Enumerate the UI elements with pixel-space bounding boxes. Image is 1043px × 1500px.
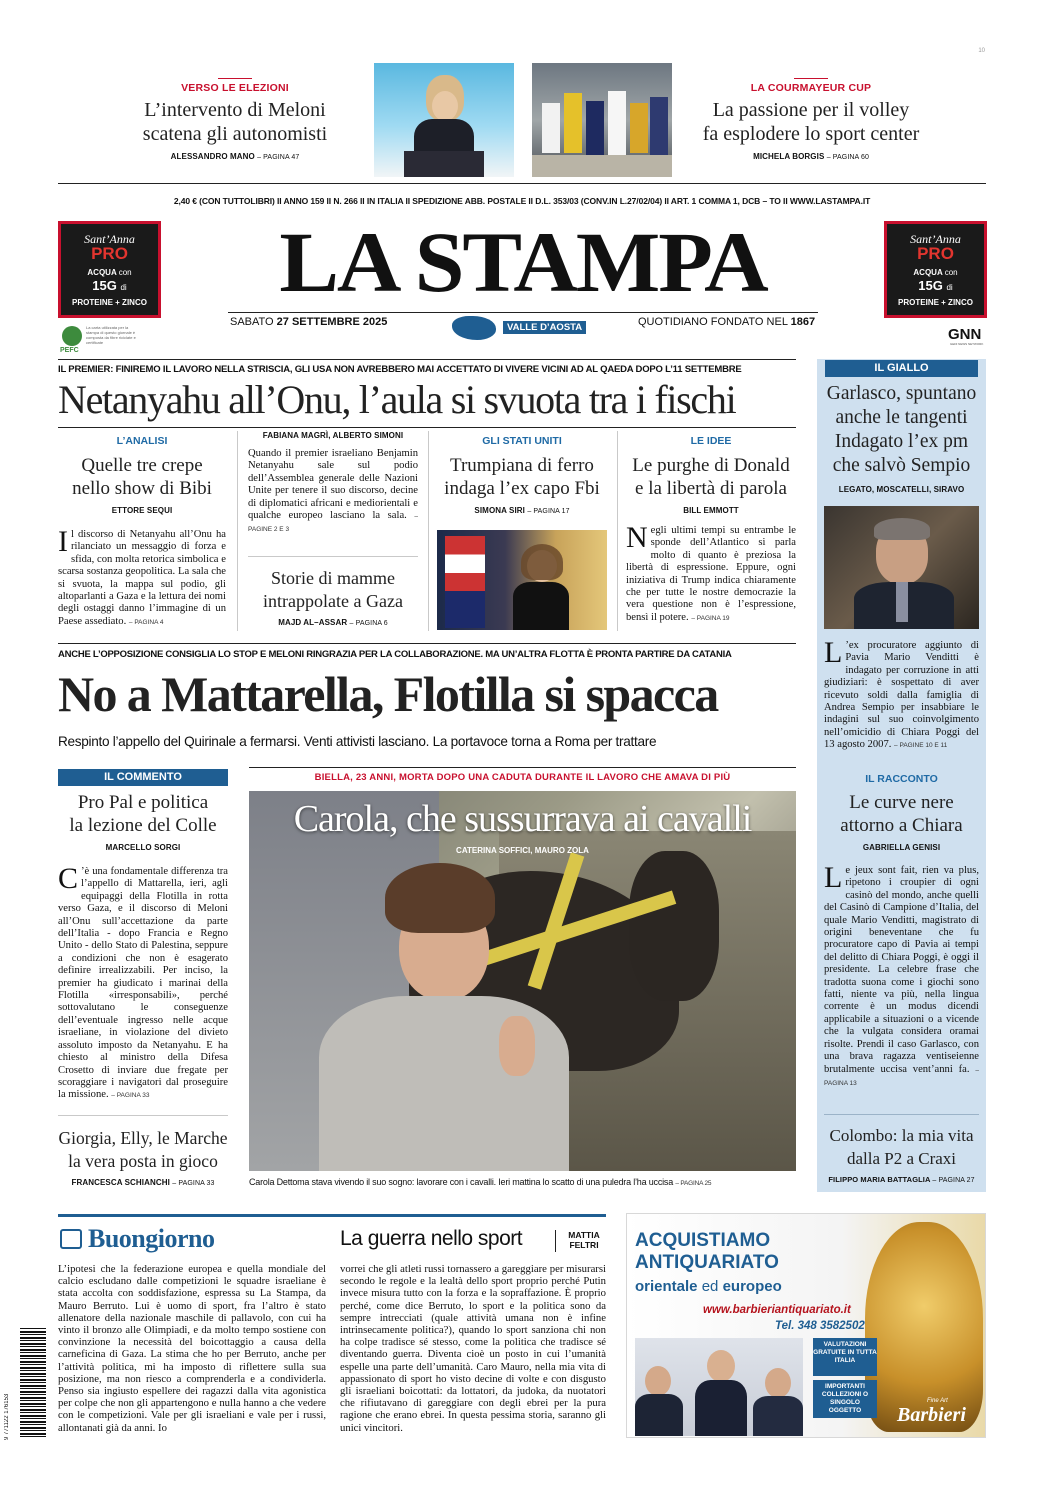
- buongiorno-author-2: FELTRI: [569, 1240, 599, 1250]
- teaser-left[interactable]: [110, 78, 360, 161]
- mamme-title-1: Storie di mamme: [271, 568, 395, 588]
- ad-left-pro: PRO: [91, 244, 128, 263]
- usa-author: SIMONA SIRI: [474, 506, 526, 515]
- fbi-photo: [437, 530, 607, 630]
- usa-title-1: Trumpiana di ferro: [450, 455, 594, 476]
- ad-right-di: di: [946, 283, 953, 292]
- netanyahu-authors: FABIANA MAGRÌ, ALBERTO SIMONI: [262, 431, 404, 440]
- ad-line3a: orientale: [635, 1278, 698, 1295]
- idee-page: – PAGINA 19: [691, 614, 730, 622]
- marche-title-2: la vera posta in gioco: [68, 1151, 218, 1171]
- analisi-author: ETTORE SEQUI: [111, 506, 173, 515]
- ad-left-di: di: [120, 283, 127, 292]
- usa-article[interactable]: [437, 435, 607, 515]
- idee-body: egli ultimi tempi su entrambe le sponde dell’Atlantico si parla molto di quanto è preziosa la libertà di espressione. Eppure, ogni iniziativa di Trump indica chiaramente che per tutte le nostre democrazie la vera questione non è l’espressione, bensì il potere.: [626, 525, 796, 623]
- commento-dropcap: C: [58, 862, 79, 895]
- giallo-title-1: Garlasco, spuntano: [826, 383, 977, 404]
- commento-tag: IL COMMENTO: [58, 769, 228, 786]
- founded: [638, 316, 815, 328]
- ad-line3c: europeo: [722, 1278, 782, 1295]
- analisi-body: l discorso di Netanyahu all’Onu ha rilanciato un messaggio di forza e sfida, con molta retorica simbolica e scarsa sostanza geopolitica. La sala che si svuota, la mappa sul podio, gli altoparlanti a Gaza e la lettura dei nomi degli ostaggi danno l’immagine di un Paese assediato.: [58, 529, 226, 627]
- commento-article[interactable]: [58, 791, 228, 1103]
- mamme-gaza-article[interactable]: [248, 567, 418, 627]
- analisi-article[interactable]: [58, 435, 226, 629]
- teaser-right[interactable]: [682, 78, 940, 161]
- ad-box-valutazioni: VALUTAZIONI GRATUITE IN TUTTA ITALIA: [813, 1338, 877, 1376]
- ad-left-g: 15G: [92, 278, 117, 293]
- giallo-body: ’ex procuratore aggiunto di Pavia Mario Venditti è indagato per corruzione in atti giudiziari: è sospettato di aver ricevuto soldi dalla famiglia di Andrea Sempio per insabbiare le indagini sul suo coinvolgimento nell’omicidio di Chiara Poggi del 13 agosto 2007.: [824, 640, 979, 751]
- marche-page: – PAGINA 33: [172, 1180, 215, 1187]
- lead1-kicker: IL PREMIER: FINIREMO IL LAVORO NELLA STRISCIA, GLI USA NON AVREBBERO MAI ACCETTATO DI VIVERE VICINI AD AL QAEDA DOPO L’11 SETTEMBRE: [58, 364, 742, 375]
- ad-line3b: ed: [701, 1278, 719, 1295]
- giallo-text: [824, 636, 979, 753]
- pefc-icon: [62, 326, 82, 346]
- date-prefix: SABATO: [230, 316, 274, 328]
- teaser-left-kicker: VERSO LE ELEZIONI: [181, 82, 289, 94]
- ad-signature: Barbieri: [897, 1404, 966, 1426]
- ad-right-line3: PROTEINE + ZINCO: [898, 298, 973, 307]
- ad-people-photo: [635, 1338, 803, 1436]
- valle-aosta-map-icon: [452, 316, 496, 340]
- ad-left-line3: PROTEINE + ZINCO: [72, 298, 147, 307]
- gnn-logo: GNN: [948, 326, 982, 343]
- marche-title-1: Giorgia, Elly, le Marche: [58, 1128, 228, 1148]
- ad-box-collezioni: IMPORTANTI COLLEZIONI O SINGOLO OGGETTO: [813, 1380, 877, 1418]
- ad-right-g: 15G: [918, 278, 943, 293]
- ad-line1: ACQUISTIAMO: [635, 1230, 771, 1251]
- carola-headline[interactable]: Carola, che sussurrava ai cavalli: [293, 798, 752, 840]
- lead1-headline[interactable]: Netanyahu all’Onu, l’aula si svuota tra i fischi: [58, 377, 736, 422]
- ad-santanna-right[interactable]: [884, 221, 987, 318]
- racconto-title-2: attorno a Chiara: [840, 815, 963, 836]
- founded-year: 1867: [790, 316, 816, 328]
- usa-title-2: indaga l’ex capo Fbi: [444, 478, 600, 499]
- commento-author: MARCELLO SORGI: [105, 843, 181, 852]
- masthead-title[interactable]: LA STAMPA: [279, 214, 767, 310]
- idee-article[interactable]: [626, 435, 796, 625]
- ad-right-con: con: [944, 268, 958, 277]
- buddha-image: [865, 1222, 983, 1432]
- colombo-title-1: Colombo: la mia vita: [829, 1126, 974, 1145]
- page-number: 10: [978, 48, 985, 54]
- colombo-title-2: dalla P2 a Craxi: [846, 1149, 957, 1168]
- ad-right-line1: ACQUA: [913, 268, 943, 277]
- usa-page: – PAGINA 17: [527, 508, 570, 515]
- teaser-right-title-1: La passione per il volley: [712, 99, 910, 121]
- teaser-right-author: MICHELA BORGIS: [753, 152, 825, 161]
- commento-title-2: la lezione del Colle: [69, 815, 217, 836]
- colombo-article[interactable]: [817, 1124, 986, 1184]
- carola-page: – PAGINA 25: [675, 1180, 712, 1187]
- colombo-page: – PAGINA 27: [932, 1177, 975, 1184]
- racconto-dropcap: L: [824, 861, 843, 894]
- idee-kicker: LE IDEE: [690, 435, 732, 447]
- mamme-author: MAJD AL–ASSAR: [278, 618, 348, 627]
- ad-left-line1: ACQUA: [87, 268, 117, 277]
- analisi-title-1: Quelle tre crepe: [81, 455, 203, 476]
- ad-left-brand: Sant’Anna: [84, 232, 135, 246]
- racconto-article[interactable]: [821, 791, 982, 1090]
- ad-url[interactable]: www.barbieriantiquariato.it: [703, 1304, 851, 1316]
- teaser-left-title-2: scatena gli autonomisti: [142, 123, 328, 145]
- giallo-dropcap: L: [824, 636, 843, 669]
- ad-left-con: con: [118, 268, 132, 277]
- teaser-right-title-2: fa esplodere lo sport center: [702, 123, 920, 145]
- carola-caption-text: Carola Dettoma stava vivendo il suo sogno: lavorare con i cavalli. Ieri mattina lo scatto di una puledra l’ha uccisa: [249, 1177, 674, 1187]
- racconto-body: e jeux sont fait, rien va plus, ripetono i croupier di ogni casinò del mondo, anche quelli del Casinò di Campione d’Italia, del quale Mario Venditti, magistrato di origini beneventane che fu procuratore capo di Pavia ai tempi del delitto di Chiara Poggi, è oggi il presidente. La celebre frase che tradotta suona come i giochi sono fatti, niente va più, nella lingua corrente è un modus dicendi applicabile a situazioni o a vicende che la vulgata considera oramai risolte. Prendi il caso Garlasco, con una brava ragazza ventiseienne brutalmente uccisa vent’anni fa.: [824, 865, 979, 1075]
- racconto-author: GABRIELLA GENISI: [862, 843, 941, 852]
- analisi-dropcap: I: [58, 525, 68, 558]
- racconto-tag: IL RACCONTO: [865, 773, 938, 785]
- analisi-page: – PAGINA 4: [128, 618, 164, 626]
- buongiorno-title[interactable]: La guerra nello sport: [340, 1227, 523, 1250]
- gnn-subtitle: GEDI NEWS NETWORK: [950, 342, 984, 346]
- analisi-kicker: L’ANALISI: [116, 435, 168, 447]
- buongiorno-col2: vorrei che gli atleti russi tornassero a gareggiare per misurarsi secondo le regole e la lealtà dello sport proprio perché Putin invece misura tutto con la forza e la sopraffazione. È proprio perché, come dice Berruto, lo sport e la politica sono da sempre intrecciati (quale attività umana non è infine intrinsecamente politica?), quando lo sport sanziona chi non ha colpe tradisce sé stesso, come la politica che tradisce sé diventando guerra. Diventa cioè un posto in cui l’umanità espelle una parte dell’umanità. Caro Mauro, nella mia vita di appassionato di sport ho visto decine di volte e con disgusto gli israeliani boicottati: da lottatori, da judoka, da nuotatori che rifiutavano di gareggiare con degli ebrei per la pura ragione che erano ebrei. In questa pessima storia, saranno gli unici vincitori.: [340, 1263, 606, 1434]
- ad-santanna-left[interactable]: [58, 221, 161, 318]
- netanyahu-article[interactable]: [248, 431, 418, 537]
- commento-page: – PAGINA 33: [111, 1092, 150, 1100]
- usa-kicker: GLI STATI UNITI: [482, 435, 562, 447]
- carola-kicker: BIELLA, 23 ANNI, MORTA DOPO UNA CADUTA DURANTE IL LAVORO CHE AMAVA DI PIÙ: [314, 772, 731, 783]
- carola-caption: [249, 1177, 809, 1187]
- antiquariato-ad[interactable]: [626, 1213, 986, 1438]
- idee-title-2: e la libertà di parola: [635, 478, 787, 499]
- teaser-right-kicker: LA COURMAYEUR CUP: [750, 82, 872, 94]
- lead2-headline[interactable]: No a Mattarella, Flotilla si spacca: [58, 666, 718, 722]
- marche-author: FRANCESCA SCHIANCHI: [71, 1178, 170, 1187]
- mamme-page: – PAGINA 6: [349, 620, 388, 627]
- ad-right-brand: Sant’Anna: [910, 232, 961, 246]
- masthead-date: [230, 316, 387, 328]
- giallo-title-3: Indagato l’ex pm: [834, 431, 969, 452]
- commento-body: ’è una fondamentale differenza tra l’appello di Mattarella, ieri, agli equipaggi della Flotilla in rotta verso Gaza, e il discorso di Meloni all’Onu sull’accettazione da parte dell’Italia - dopo Francia e Regno Unito - dello Stato di Palestina, seppure a condizioni che non è esagerato definire irrealizzabili. Per inciso, la premier ha giudicato i marinai della Flotilla «irresponsabili», perché sottovalutano le conseguenze dell’eventuale ingresso nelle acque israeliane, in violazione del divieto assoluto imposto da Netanyahu. E ha chiesto al ministro della Difesa Crosetto di inviare due fregate per scoraggiare i navigatori dal proseguire la missione.: [58, 866, 228, 1101]
- ad-signature-small: Fine Art: [927, 1398, 948, 1404]
- carola-authors: CATERINA SOFFICI, MAURO ZOLA: [456, 846, 589, 855]
- pefc-label: PEFC: [60, 347, 79, 354]
- racconto-title-1: Le curve nere: [849, 792, 954, 813]
- volley-photo: [532, 63, 672, 177]
- barcode: [20, 1328, 46, 1438]
- idee-title-1: Le purghe di Donald: [632, 455, 790, 476]
- giallo-article[interactable]: [821, 382, 982, 494]
- lead2-subhead: Respinto l’appello del Quirinale a fermarsi. Venti attivisti lasciano. La portavoce torna a Roma per trattare: [58, 734, 657, 749]
- date-value: 27 SETTEMBRE 2025: [276, 316, 388, 328]
- mamme-title-2: intrappolate a Gaza: [263, 591, 403, 611]
- commento-title-1: Pro Pal e politica: [77, 792, 209, 813]
- teaser-right-page: – PAGINA 60: [826, 154, 869, 161]
- buongiorno-icon: [60, 1229, 82, 1249]
- ad-line2: ANTIQUARIATO: [635, 1252, 779, 1273]
- netanyahu-body: Quando il premier israeliano Benjamin Netanyahu sale sul podio dell’Assemblea generale delle Nazioni Unite per tenere il suo discorso, decine di diplomatici africani e mediorientali e qualche europeo lasciano la sala.: [248, 448, 418, 522]
- idee-author: BILL EMMOTT: [683, 506, 739, 515]
- buongiorno-author-1: MATTIA: [568, 1230, 600, 1240]
- giallo-authors: LEGATO, MOSCATELLI, SIRAVO: [838, 485, 965, 494]
- lead2-kicker: ANCHE L’OPPOSIZIONE CONSIGLIA LO STOP E MELONI RINGRAZIA PER LA COLLABORAZIONE. MA UN’ALTRA FLOTTA È PRONTA PARTIRE DA CATANIA: [58, 649, 732, 660]
- racconto-page: – PAGINA 13: [824, 1066, 979, 1087]
- teaser-left-page: – PAGINA 47: [257, 154, 300, 161]
- pefc-note: La carta utilizzata per la stampa di questo giornale è composta da fibre riciclate e certificate: [86, 325, 136, 345]
- giallo-title-4: che salvò Sempio: [832, 455, 971, 476]
- giallo-page: – PAGINE 10 E 11: [894, 742, 948, 750]
- buongiorno-logo: Buongiorno: [88, 1224, 215, 1253]
- founded-prefix: QUOTIDIANO FONDATO NEL: [638, 316, 788, 328]
- idee-dropcap: N: [626, 521, 648, 554]
- barcode-number: 9 771122 176153: [4, 1393, 10, 1440]
- ad-right-pro: PRO: [917, 244, 954, 263]
- giallo-tag: IL GIALLO: [825, 360, 978, 377]
- teaser-left-author: ALESSANDRO MANO: [170, 152, 255, 161]
- teaser-left-title-1: L’intervento di Meloni: [144, 99, 326, 121]
- colombo-author: FILIPPO MARIA BATTAGLIA: [828, 1175, 931, 1184]
- edition-label: VALLE D’AOSTA: [503, 321, 586, 334]
- giallo-title-2: anche le tangenti: [835, 407, 968, 428]
- meloni-photo: [374, 63, 514, 177]
- info-bar: 2,40 € (CON TUTTOLIBRI) II ANNO 159 II N. 266 II IN ITALIA II SPEDIZIONE ABB. POSTALE II D.L. 353/03 (CONV.IN L.27/02/04) II ART. 1 COMMA 1, DCB – TO II WWW.LASTAMPA.IT: [173, 196, 871, 206]
- marche-article[interactable]: [58, 1127, 228, 1187]
- netanyahu-page: – PAGINE 2 E 3: [248, 513, 418, 534]
- ad-phone[interactable]: Tel. 348 3582502: [775, 1320, 865, 1332]
- analisi-title-2: nello show di Bibi: [72, 478, 212, 499]
- buongiorno-col1: L’ipotesi che la federazione europea e quella mondiale del calcio escludano dalle competizioni le squadre israeliane è stata accolta con soddisfazione, espressa su La Stampa, da Mauro Berruto. Lui è uomo di sport, fra l’altro è stato allenatore della nazionale maschile di pallavolo, con cui ha vinto il bronzo alle Olimpiadi, e da molto tempo sostiene con convinzione la necessità del boicottaggio a causa della carneficina di Gaza. La stima che ho per Berruto, anche per l’attività politica, mi ha imposto di riflettere sulla sua posizione, ma non riesco a comprenderla e a condividerla. Penso sia ingiusto espellere dei ragazzi dalla vita agonistica per colpe che non gli appartengono e nulla hanno a che vedere con le competizioni. Vale per gli israeliani e vale per i russi, allontanati già da anni. Io: [58, 1263, 326, 1434]
- venditti-photo: [824, 506, 979, 629]
